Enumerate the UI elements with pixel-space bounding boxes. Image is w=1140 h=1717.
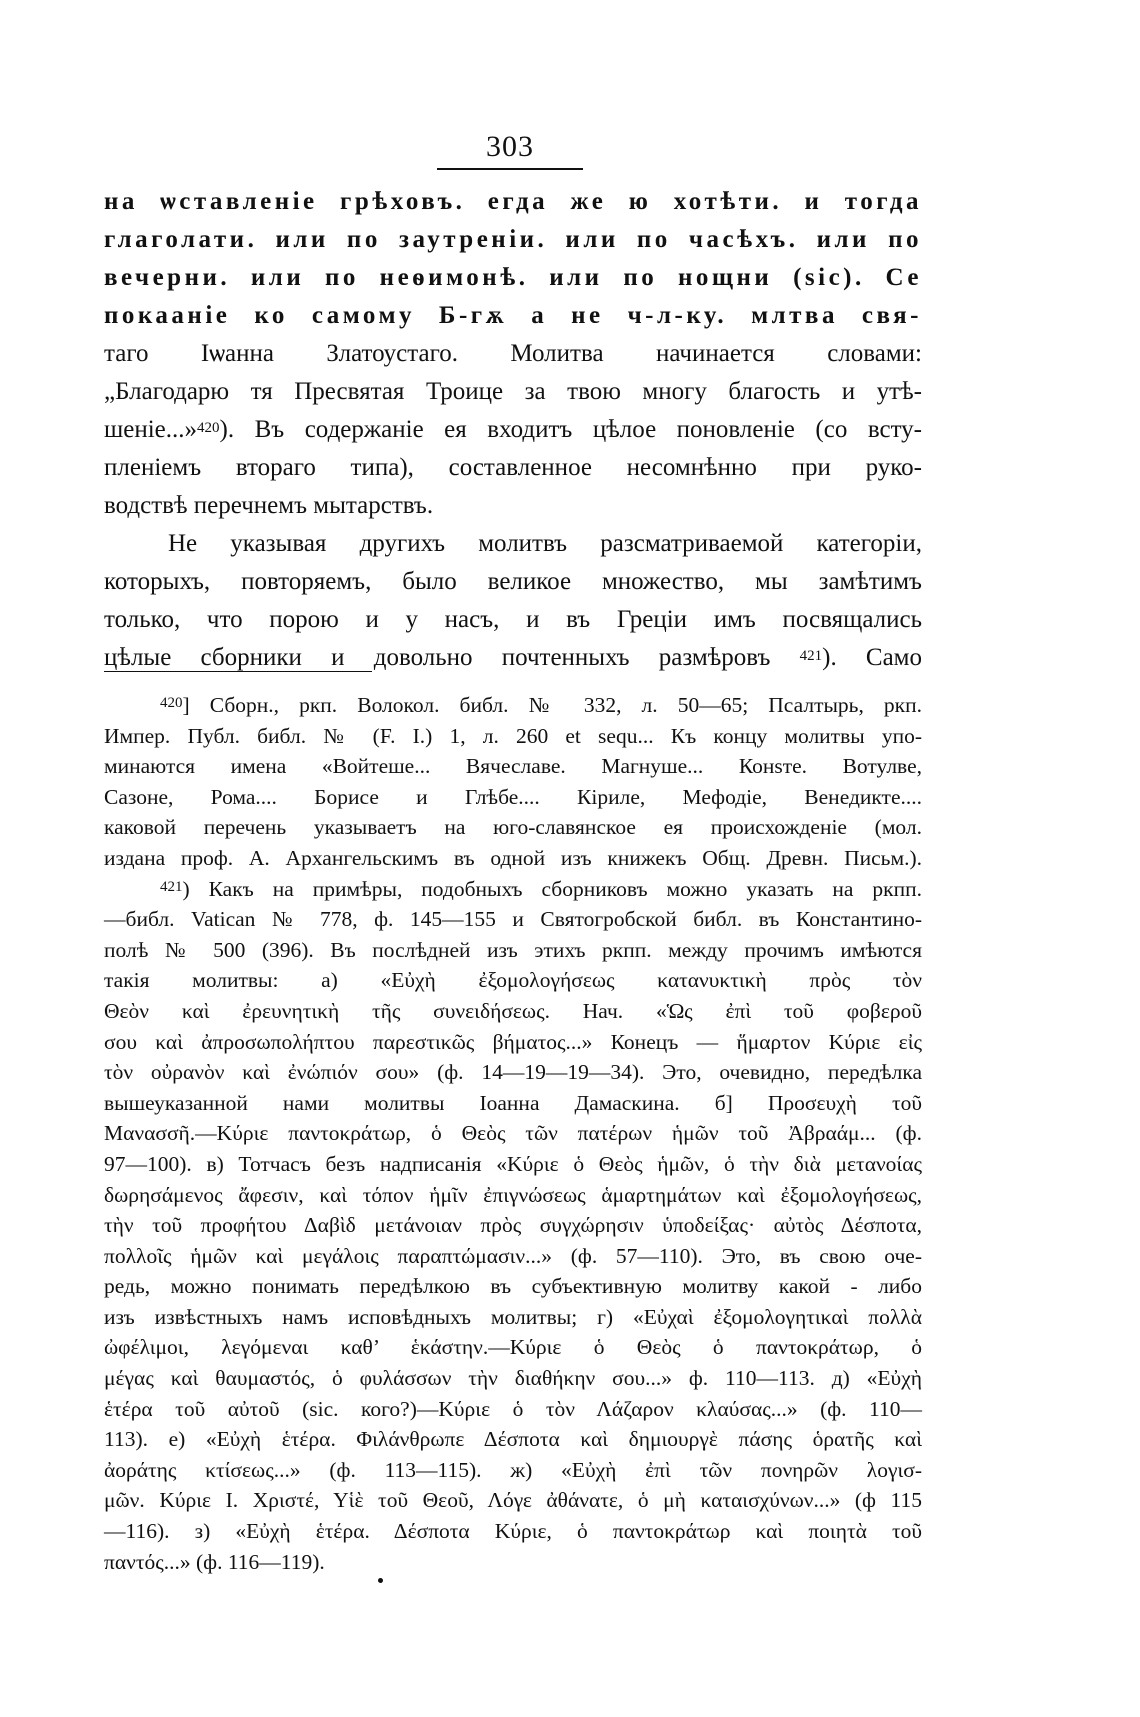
text-segment: ] Сборн., ркп. Волокол. библ. № 332, л. 50—65; Псалтырь, ркп.: [182, 693, 922, 717]
text-line: „Благодарю тя Пресвятая Троице за твою многу благость и утѣ-: [104, 378, 922, 405]
footnote-line: πολλοῖς ἡμῶν καὶ μεγάλοις παραπτώμασιν...» (ф. 57—110). Это, въ свою оче-: [104, 1243, 922, 1268]
footnote-line: вышеуказанной нами молитвы Іоанна Дамаскина. б] Προσευχὴ τοῦ: [104, 1090, 922, 1115]
text-line: пленіемъ втораго типа), составленное несомнѣнно при руко-: [104, 454, 922, 481]
footnote-ref-420: 420: [197, 420, 220, 436]
text-line: на ѡставленіе грѣховъ. егда же ю хотѣти. и тогда: [104, 188, 922, 215]
text-line: глаголати. или по заутреніи. или по часѣхъ. или по: [104, 226, 922, 253]
footnote-line: полѣ № 500 (396). Въ послѣдней изъ этихъ ркпп. между прочимъ имѣются: [104, 937, 922, 962]
footnote-line: —116). з) «Εὐχὴ ἑτέρα. Δέσποτα Κύριε, ὁ παντοκράτωρ καὶ ποιητὰ τοῦ: [104, 1519, 922, 1544]
text-segment: ) Какъ на примѣры, подобныхъ сборниковъ можно указать на ркпп.: [182, 876, 922, 901]
footnote-marker-420: 420: [160, 695, 183, 711]
footnote-line: такія молитвы: а) «Εὐχὴ ἐξομολογήσεως κατανυκτικὴ πρὸς τὸν: [104, 968, 922, 993]
footnote-line: [104, 874, 922, 905]
footnote-line: [104, 690, 922, 721]
text-segment: цѣлые сборники и довольно почтенныхъ размѣровъ: [104, 644, 771, 671]
footnote-line: δωρησάμενος ἄφεσιν, καὶ τόπον ἡμῖν ἐπιγνώσεως ἁμαρτημάτων καὶ ἐξομολογήσεως,: [104, 1182, 922, 1207]
footnote-marker-421: 421: [160, 878, 183, 895]
page-number-rule: [437, 168, 583, 170]
footnote-line: ὠφέλιμοι, λεγόμεναι καθ’ ἑκάστην.—Κύριε ὁ Θεὸς ὁ παντοκράτωρ, ὁ: [104, 1335, 922, 1360]
footnote-line: —библ. Vatican № 778, ф. 145—155 и Святогробской библ. въ Константино-: [104, 907, 922, 932]
footnotes: [104, 690, 922, 1577]
footnote-separator: [104, 671, 372, 672]
footnote-line: Сазоне, Рома.... Борисе и Глѣбе.... Кіриле, Мефодіе, Венедикте....: [104, 784, 922, 809]
text-line: только, что порою и у насъ, и въ Греціи имъ посвящались: [104, 606, 922, 633]
text-line: водствѣ перечнемъ мытарствъ.: [104, 492, 434, 519]
footnote-line: τὴν τοῦ προφήτου Δαβὶδ μετάνοιαν πρὸς συγχώρησιν ὑποδείξας· αὐτὸς Δέσποτα,: [104, 1213, 922, 1238]
page-number: 303: [486, 130, 534, 163]
print-speck: [378, 1578, 383, 1583]
text-line: таго Іѡанна Златоустаго. Молитва начинается словами:: [104, 340, 922, 367]
text-line: вечерни. или по неѳимонѣ. или по нощни (sic). Се: [104, 264, 922, 291]
text-segment: ). Въ содержаніе ея входитъ цѣлое поновленіе (со всту-: [219, 416, 922, 443]
text-line: покааніе ко самому Б-гѫ а не ч-л-ку. млтва свя-: [104, 302, 922, 329]
text-line: Не указывая другихъ молитвъ разсматриваемой категоріи,: [168, 530, 922, 557]
footnote-line: ἀοράτης κτίσεως...» (ф. 113—115). ж) «Εὐχὴ ἐπὶ τῶν πονηρῶν λογισ-: [104, 1457, 922, 1482]
footnote-line: 97—100). в) Тотчасъ безъ надписанія «Κύριε ὁ Θεὸς ἡμῶν, ὁ τὴν διὰ μετανοίας: [104, 1151, 922, 1176]
footnote-line: изъ извѣстныхъ намъ исповѣдныхъ молитвы; г) «Εὐχαὶ ἐξομολογητικαὶ πολλὰ: [104, 1304, 922, 1329]
footnote-line: редь, можно понимать передѣлкою въ субъективную молитву какой - либо: [104, 1274, 922, 1299]
footnote-line: Импер. Публ. библ. № (F. I.) 1, л. 260 et sequ... Къ концу молитвы упо-: [104, 723, 922, 748]
footnote-line: παντός...» (ф. 116—119).: [104, 1549, 325, 1574]
footnote-line: μῶν. Κύριε Ι. Χριστέ, Υἱὲ τοῦ Θεοῦ, Λόγε ἀθάνατε, ὁ μὴ καταισχύνων...» (ф 115: [104, 1488, 922, 1513]
footnote-line: 113). е) «Εὐχὴ ἑτέρα. Φιλάνθρωπε Δέσποτα καὶ δημιουργὲ πάσης ὁρατῆς καὶ: [104, 1427, 922, 1452]
text-line: [104, 411, 922, 449]
footnote-line: Μανασσῆ.—Κύριε παντοκράτωρ, ὁ Θεὸς τῶν πατέρων ἡμῶν τοῦ Ἀβραάμ... (ф.: [104, 1121, 922, 1146]
footnote-line: σου καὶ ἀπροσωπολήπτου παρεστικῶς βήματος...» Конецъ — ἥμαρτον Κύριε εἰς: [104, 1029, 922, 1054]
footnote-line: τὸν οὐρανὸν καὶ ἐνώπιόν σου» (ф. 14—19—19—34). Это, очевидно, передѣлка: [104, 1060, 922, 1085]
text-line: которыхъ, повторяемъ, было великое множество, мы замѣтимъ: [104, 568, 922, 595]
main-text: [104, 183, 922, 677]
text-segment: шеніе...»: [104, 416, 198, 443]
footnote-ref-421: 421: [799, 648, 823, 664]
text-segment: ). Само: [822, 644, 922, 671]
footnote-line: μέγας καὶ θαυμαστός, ὁ φυλάσσων τὴν διαθήκην σου...» ф. 110—113. д) «Εὐχὴ: [104, 1366, 922, 1391]
footnote-line: Θεὸν καὶ ἐρευνητικὴ τῆς συνειδήσεως. Нач. «Ὡς ἐπὶ τοῦ φοβεροῦ: [104, 998, 922, 1023]
footnote-line: каковой перечень указываетъ на юго-славянское ея происхожденіе (мол.: [104, 815, 922, 840]
footnote-line: минаются имена «Войтеше... Вячеславе. Магнуше... Конѕте. Вотулве,: [104, 754, 922, 779]
footnote-line: ἑτέρα τοῦ αὐτοῦ (sic. кого?)—Κύριε ὁ τὸν Λάζαρον κλαύσας...» (ф. 110—: [104, 1396, 922, 1421]
footnote-line: издана проф. А. Архангельскимъ въ одной изъ книжекъ Общ. Древн. Письм.).: [104, 845, 922, 870]
